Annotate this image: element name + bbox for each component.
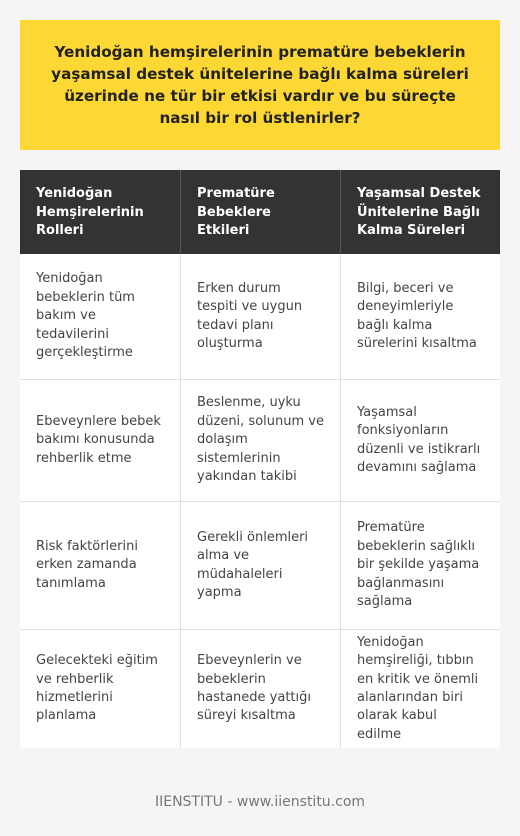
table-row (20, 380, 500, 502)
table-row (20, 502, 500, 630)
table-cell: Yaşamsal fonksiyonların düzenli ve istikrarlı devamını sağlama (340, 380, 500, 501)
table-header-cell: Yaşamsal Destek Ünitelerine Bağlı Kalma Süreleri (340, 170, 500, 254)
table-cell: Ebeveynlerin ve bebeklerin hastanede yattığı süreyi kısaltma (180, 630, 340, 748)
table-cell: Gerekli önlemleri alma ve müdahaleleri yapma (180, 502, 340, 629)
table-cell: Beslenme, uyku düzeni, solunum ve dolaşım sistemlerinin yakından takibi (180, 380, 340, 501)
table-cell: Erken durum tespiti ve uygun tedavi planı oluşturma (180, 254, 340, 379)
page-title: Yenidoğan hemşirelerinin prematüre bebeklerin yaşamsal destek ünitelerine bağlı kalma süreleri üzerinde ne tür bir etkisi vardır ve bu süreçte nasıl bir rol üstlenirler? (51, 43, 469, 127)
table-cell: Prematüre bebeklerin sağlıklı bir şekilde yaşama bağlanmasını sağlama (340, 502, 500, 629)
table-header-cell: Yenidoğan Hemşirelerinin Rolleri (36, 186, 144, 239)
title-banner (20, 20, 500, 150)
table-header-cell: Prematüre Bebeklere Etkileri (180, 170, 340, 254)
table-cell: Bilgi, beceri ve deneyimleriyle bağlı kalma sürelerini kısaltma (340, 254, 500, 379)
table-row (20, 254, 500, 380)
table-header-row (20, 170, 500, 254)
table-cell: Yenidoğan bebeklerin tüm bakım ve tedavilerini gerçekleştirme (36, 271, 135, 361)
table-cell: Gelecekteki eğitim ve rehberlik hizmetlerini planlama (36, 653, 158, 724)
comparison-table (20, 170, 500, 748)
table-row (20, 630, 500, 748)
table-cell: Risk faktörlerini erken zamanda tanımlama (36, 538, 138, 591)
table-cell: Ebeveynlere bebek bakımı konusunda rehberlik etme (36, 413, 161, 466)
table-cell: Yenidoğan hemşireliği, tıbbın en kritik ve önemli alanlarından biri olarak kabul edilme (340, 630, 500, 748)
footer-credit: IIENSTITU - www.iienstitu.com (154, 794, 366, 810)
